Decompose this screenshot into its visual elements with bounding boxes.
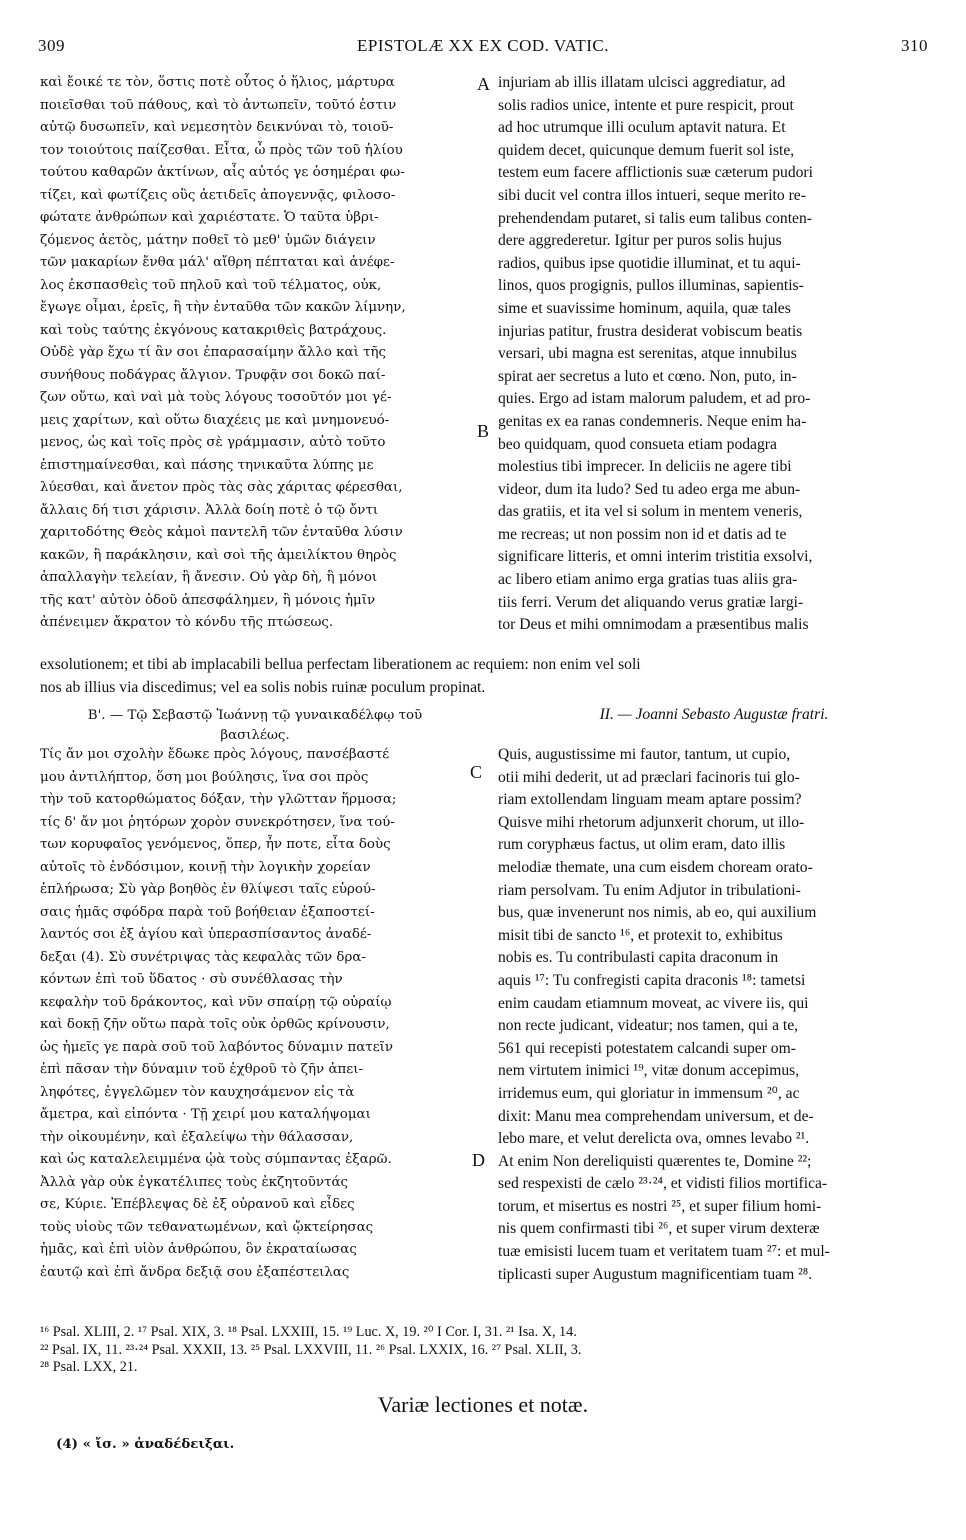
greek-text-line: Οὐδὲ γὰρ ἔχω τί ἂν σοι ἐπαρασαίμην ἄλλο καὶ τῆς [40, 345, 387, 360]
running-title: EPISTOLÆ XX EX COD. VATIC. [357, 36, 609, 55]
margin-letter-d: D [472, 1150, 485, 1170]
latin-text-line: Quisve mihi rhetorum adjunxerit chorum, ut illo- [498, 813, 805, 831]
latin-column-bottom [498, 744, 930, 1286]
greek-text-line: λύεσθαι, καὶ ἄνετον πρὸς τὰς σὰς χάριτας φέρεσθαι, [40, 480, 403, 495]
greek-text-line: σε, Κύριε. Ἐπέβλεψας δὲ ἐξ οὐρανοῦ καὶ εἶδες [40, 1197, 355, 1212]
greek-text-line: ἡμᾶς, καὶ ἐπὶ υἱὸν ἀνθρώπου, ὃν ἐκραταίωσας [40, 1242, 357, 1257]
greek-text-line: ὡς ἡμεῖς γε παρὰ σοῦ τοῦ λαβόντος δύναμιν πατεῖν [40, 1039, 394, 1055]
latin-text-line: injurias patitur, frustra desiderat vobiscum beatis [498, 322, 803, 340]
greek-text-line: τούτου καθαρῶν ἀκτίνων, αἷς αὐτός γε ὁσημέραι φω- [40, 165, 405, 180]
greek-text-line: μεις χαρίτων, καὶ οὕτω διαχέεις με καὶ μνημονευό- [40, 412, 390, 428]
variae-title: Variæ lectiones et notæ. [377, 1392, 589, 1417]
latin-text-line: spirat aer secretus a luto et cœno. Non, puto, in- [498, 367, 797, 385]
latin-text-line: riam extollendam linguam meam aptare possim? [498, 791, 802, 809]
greek-text-line: τον τοιούτοις παίζεσθαι. Εἶτα, ὦ πρὸς τῶν τοῦ ἡλίου [40, 142, 403, 158]
greek-text-line: τίς δ' ἄν μοι ῥητόρων χορὸν συνεκρότησεν, ἵνα τού- [40, 814, 395, 830]
greek-text-line: ἐπιστημαίνεσθαι, καὶ πάσης τηνικαῦτα λύπης με [40, 457, 374, 473]
greek-text-line: φώτατε ἀνθρώπων καὶ χαριέστατε. Ὁ ταῦτα ὑβρι- [40, 210, 379, 225]
greek-text-line: μενος, ὡς καὶ τοῖς πρὸς σὲ γράμμασιν, αὐτὸ τοῦτο [40, 435, 386, 450]
latin-text-line: sibi ducit vel contra illos intueri, seque merito re- [498, 186, 806, 204]
latin-text-line: nem virtutem inimici ¹⁹, vitæ donum accepimus, [498, 1062, 800, 1080]
latin-text-line: enim caudam etiamnum moveat, ac vivere iis, qui [498, 994, 809, 1012]
greek-text-line: ἄμετρα, καὶ εἰπόντα · Τῇ χειρί μου καταλήψομαι [40, 1107, 371, 1122]
greek-text-line: ζόμενος ἀετὸς, μάτην ποθεῖ τὸ μεθ' ὑμῶν διάγειν [40, 232, 376, 248]
greek-text-line: τῶν μακαρίων ἔνθα μάλ' αἴθρη πέπταται καὶ ἀνέφε- [40, 255, 395, 270]
variae-note: (4) « ἴσ. » ἀναδέδειξαι. [56, 1436, 235, 1452]
section-heading-latin [498, 706, 930, 724]
latin-text-line: significare litteris, et omni interim tristitia exsolvi, [498, 548, 813, 566]
full-width-lines [40, 654, 930, 699]
greek-text-line: κόντων ἐπὶ τοῦ ὕδατος · σὺ συνέθλασας τὴν [40, 972, 343, 987]
latin-text-line: torum, et misertus es nostri ²⁵, et super filium homi- [498, 1197, 822, 1215]
greek-text-line: ληφότες, ἐγγελῶμεν τὸν καυχησάμενον εἰς τὰ [40, 1084, 355, 1100]
page-number-left: 309 [38, 36, 65, 55]
greek-text-line: σαις ἡμᾶς σφόδρα παρὰ τοῦ βοήθειαν ἐξαποστεί- [40, 904, 375, 920]
margin-letter-c: C [470, 762, 483, 782]
greek-text-line: καὶ ἔοικέ τε τὸν, ὅστις ποτὲ οὗτος ὁ ἥλιος, μάρτυρα [40, 75, 395, 90]
greek-text-line: τὴν οἰκουμένην, καὶ ἐξαλείψω τὴν θάλασσαν, [40, 1129, 354, 1145]
latin-text-line: sime et suavissime hominum, aquila, quæ tales [498, 299, 791, 317]
latin-text-line: quies. Ergo ad istam malorum paludem, et ad pro- [498, 390, 811, 408]
greek-text-line: Τίς ἄν μοι σχολὴν ἔδωκε πρὸς λόγους, πανσέβαστέ [40, 747, 390, 762]
latin-text-line: At enim Non dereliquisti quærentes te, Domine ²²; [498, 1152, 812, 1170]
greek-text-line: ἔγωγε οἶμαι, ἐρεῖς, ἢ τὴν ἐνταῦθα τῶν κακῶν λίμνην, [40, 300, 406, 315]
greek-text-line: ἐπὶ πᾶσαν τὴν δύναμιν τοῦ ἐχθροῦ τὸ ζῆν ἀπει- [40, 1062, 363, 1077]
latin-text-line: molestius tibi imprecer. In deliciis ne agere tibi [498, 458, 792, 476]
greek-text-line: δεξαι (4). Σὺ συνέτριψας τὰς κεφαλὰς τῶν δρα- [40, 949, 366, 965]
section-heading-greek [40, 706, 470, 746]
latin-text-line: testem eum facere afflictionis suæ cæterum pudori [498, 164, 813, 182]
greek-text-line: κεφαλὴν τοῦ δράκοντος, καὶ νῦν σπαίρῃ τῷ οὐραίῳ [40, 994, 392, 1010]
latin-text-line: bus, quæ invenerunt nos nimis, ab eo, qui auxilium [498, 904, 817, 922]
latin-text-line: linos, quos progignis, pullos illuminas, sapientis- [498, 277, 804, 295]
greek-text-line: Ἀλλὰ γὰρ οὐκ ἐγκατέλιπες τοὺς ἐκζητοῦντάς [40, 1174, 349, 1190]
latin-text-line: sed respexisti de cælo ²³·²⁴, et vidisti filios mortifica- [498, 1175, 828, 1193]
latin-column-top [498, 72, 930, 637]
latin-text-line: dere aggrederetur. Igitur per puros solis hujus [498, 232, 782, 250]
latin-text-line: melodiæ themate, una cum eisdem choream orato- [498, 858, 813, 876]
greek-text-line: καὶ τοὺς ταύτης ἐκγόνους κατακριθεὶς βατράχους. [40, 322, 387, 338]
latin-text-line: irridemus eum, qui gloriatur in immensum ²⁰, ac [498, 1084, 800, 1102]
greek-text-line: καὶ ὡς καταλελειμμένα ᾠὰ τοὺς σύμπαντας ἐξαρῶ. [40, 1152, 392, 1167]
latin-text-line: misit tibi de sancto ¹⁶, et protexit to, exhibitus [498, 926, 783, 944]
latin-text-line: rum coryphæus factus, ut olim eram, dato illis [498, 836, 786, 854]
greek-text-line: τίζει, καὶ φωτίζεις οὓς ἀετιδεῖς ἀπογεννᾷς, φιλοσο- [40, 187, 396, 203]
latin-text-line: me recreas; ut non possim non id et datis ad te [498, 525, 787, 543]
greek-column-bottom [40, 744, 470, 1284]
latin-text-line: riam persolvam. Tu enim Adjutor in tribulationi- [498, 881, 801, 899]
greek-text-line: αὐτοῖς τὸ ἐνδόσιμον, κοινῇ τὴν λογικὴν χορείαν [40, 859, 371, 875]
latin-text-line: tiplicasti super Augustum magnificentiam tuam ²⁸. [498, 1265, 813, 1283]
latin-text-line: solis radios unice, intente et pure respicit, prout [498, 96, 794, 114]
latin-text-line: lebo mare, et velut derelicta ova, omnes levabo ²¹. [498, 1130, 810, 1148]
latin-text-line: radios, quibus ipse quotidie illuminat, et tu aqui- [498, 254, 801, 272]
footnote-line: ²⁸ Psal. LXX, 21. [40, 1359, 138, 1375]
greek-text-line: κακῶν, ἢ παράκλησιν, καὶ σοὶ τῆς ἀμειλίκτου θηρὸς [40, 547, 397, 563]
latin-text-line: otii mihi dederit, ut ad præclari facinoris tui glo- [498, 768, 800, 786]
latin-text-line: nis quem confirmasti tibi ²⁶, et super virum dexteræ [498, 1220, 820, 1238]
section-heading-greek-line: βασιλέως. [220, 728, 290, 743]
latin-text-line: tuæ emisisti lucem tuam et veritatem tuam ²⁷: et mul- [498, 1243, 830, 1261]
greek-text-line: ἑαυτῷ καὶ ἐπὶ ἄνδρα δεξιᾷ σου ἐξαπέστειλας [40, 1264, 350, 1280]
margin-letter-b: B [477, 421, 490, 441]
latin-text-line: tiis ferri. Verum det aliquando verus gratiæ largi- [498, 593, 804, 611]
latin-text-line: dixit: Manu mea comprehendam universum, et de- [498, 1107, 814, 1125]
greek-text-line: λαντός σοι ἐξ ἁγίου καὶ ὑπερασπίσαντος ἀναδέ- [40, 927, 372, 942]
greek-text-line: ζων οὕτω, καὶ ναὶ μὰ τοὺς λόγους τοσοῦτόν μοι γέ- [40, 390, 392, 405]
section-heading-greek-line: Β'. — Τῷ Σεβαστῷ Ἰωάννῃ τῷ γυναικαδέλφῳ τοῦ [87, 708, 423, 723]
greek-text-line: λος ἐκσπασθεὶς τοῦ πηλοῦ καὶ τοῦ τέλματος, οὐκ, [40, 277, 382, 293]
latin-text-line: quidem decet, quicunque demum fuerit sol iste, [498, 141, 795, 159]
greek-text-line: καὶ δοκῇ ζῆν οὕτω παρὰ τοῖς οὐκ ὀρθῶς κρίνουσιν, [40, 1017, 390, 1032]
full-text-line: nos ab illius via discedimus; vel ea solis nobis ruinæ poculum propinat. [40, 678, 486, 696]
latin-text-line: aquis ¹⁷: Tu confregisti capita draconis ¹⁸: tametsi [498, 971, 806, 989]
greek-text-line: αὐτῷ δυσωπεῖν, καὶ νεμεσητὸν δεικνύναι τὸ, τοιοῦ- [40, 120, 394, 135]
greek-text-line: τοὺς υἱοὺς τῶν τεθανατωμένων, καὶ ᾤκτείρησας [40, 1219, 374, 1235]
page-header [38, 36, 928, 60]
latin-text-line: beo quidquam, quod consueta etiam podagra [498, 435, 777, 453]
latin-text-line: tor Deus et mihi omnimodam a præsentibus malis [498, 616, 809, 634]
greek-column-top [40, 72, 470, 635]
greek-text-line: ἀπαλλαγὴν τελείαν, ἢ ἄνεσιν. Οὐ γὰρ δὴ, ἢ μόνοι [40, 570, 378, 585]
latin-text-line: genitas ex ea ranas condemneris. Neque enim ha- [498, 412, 807, 430]
greek-text-line: συνήθους ποδάγρας ἄλγιον. Τρυφᾷν σοι δοκῶ παί- [40, 367, 386, 383]
section-heading-latin-text: II. — Joanni Sebasto Augustæ fratri. [599, 706, 829, 723]
greek-text-line: τῆς κατ' αὐτὸν ὁδοῦ ἀπεσφάλημεν, ἢ μόνοις ἡμῖν [40, 592, 376, 608]
footnote-line: ¹⁶ Psal. XLIII, 2. ¹⁷ Psal. XIX, 3. ¹⁸ Psal. LXXIII, 15. ¹⁹ Luc. X, 19. ²⁰ I Cor. I, 31. ²¹ Isa. X, 14. [40, 1324, 577, 1340]
greek-text-line: ἐπλήρωσα; Σὺ γὰρ βοηθὸς ἐν θλίψεσι ταῖς εὑρού- [40, 882, 376, 897]
greek-text-line: μου ἀντιλήπτορ, ὅση μοι βούλησις, ἵνα σοι πρὸς [40, 769, 369, 785]
margin-letter-a: A [477, 74, 490, 94]
page-number-right: 310 [901, 36, 928, 55]
latin-text-line: versari, ubi magna est serenitas, atque innubilus [498, 345, 797, 363]
greek-text-line: χαριτοδότης Θεὸς κἀμοὶ παντελῆ τῶν ἐνταῦθα λύσιν [40, 525, 403, 540]
footnote-line: ²² Psal. IX, 11. ²³·²⁴ Psal. XXXII, 13. ²⁵ Psal. LXXVIII, 11. ²⁶ Psal. LXXIX, 16. ²⁷ Psal. XLII, 3. [40, 1341, 582, 1358]
latin-text-line: das gratiis, et ita vel si solum in mentem veneris, [498, 503, 803, 521]
latin-text-line: prehendendam putaret, si talis eum talibus conten- [498, 209, 812, 227]
latin-text-line: 561 qui recepisti potestatem calcandi super om- [498, 1039, 796, 1057]
latin-text-line: videor, dum ita ludo? Sed tu adeo erga me abun- [498, 480, 801, 498]
greek-text-line: ἀπένειμεν ἄκρατον τὸ κόνδυ τῆς πτώσεως. [40, 615, 334, 630]
greek-text-line: ἄλλαις δή τισι χάρισιν. Ἀλλὰ δοίη ποτὲ ὁ τῷ ὄντι [40, 502, 379, 518]
latin-text-line: injuriam ab illis illatam ulcisci aggrediatur, ad [498, 74, 786, 91]
latin-text-line: nobis es. Tu contribulasti capita draconum in [498, 949, 779, 967]
greek-text-line: των κορυφαῖος γενόμενος, ὅπερ, ἦν ποτε, εἶτα δοὺς [40, 837, 391, 852]
full-text-line: exsolutionem; et tibi ab implacabili bellua perfectam liberationem ac requiem: non enim vel soli [40, 656, 641, 673]
greek-text-line: τὴν τοῦ κατορθώματος δόξαν, τὴν γλῶτταν ἥρμοσα; [40, 792, 397, 807]
latin-text-line: Quis, augustissime mi fautor, tantum, ut cupio, [498, 746, 791, 763]
latin-text-line: ad hoc utrumque illi oculum aptavit natura. Et [498, 119, 786, 137]
greek-text-line: ποιεῖσθαι τοῦ πάθους, καὶ τὸ ἀντωπεῖν, τοῦτό ἐστιν [40, 97, 397, 113]
latin-text-line: ac libero etiam animo erga gratias tuas aliis gra- [498, 571, 798, 589]
latin-text-line: non recte judicant, videatur; nos tamen, qui a te, [498, 1017, 799, 1035]
footnotes [40, 1324, 930, 1377]
